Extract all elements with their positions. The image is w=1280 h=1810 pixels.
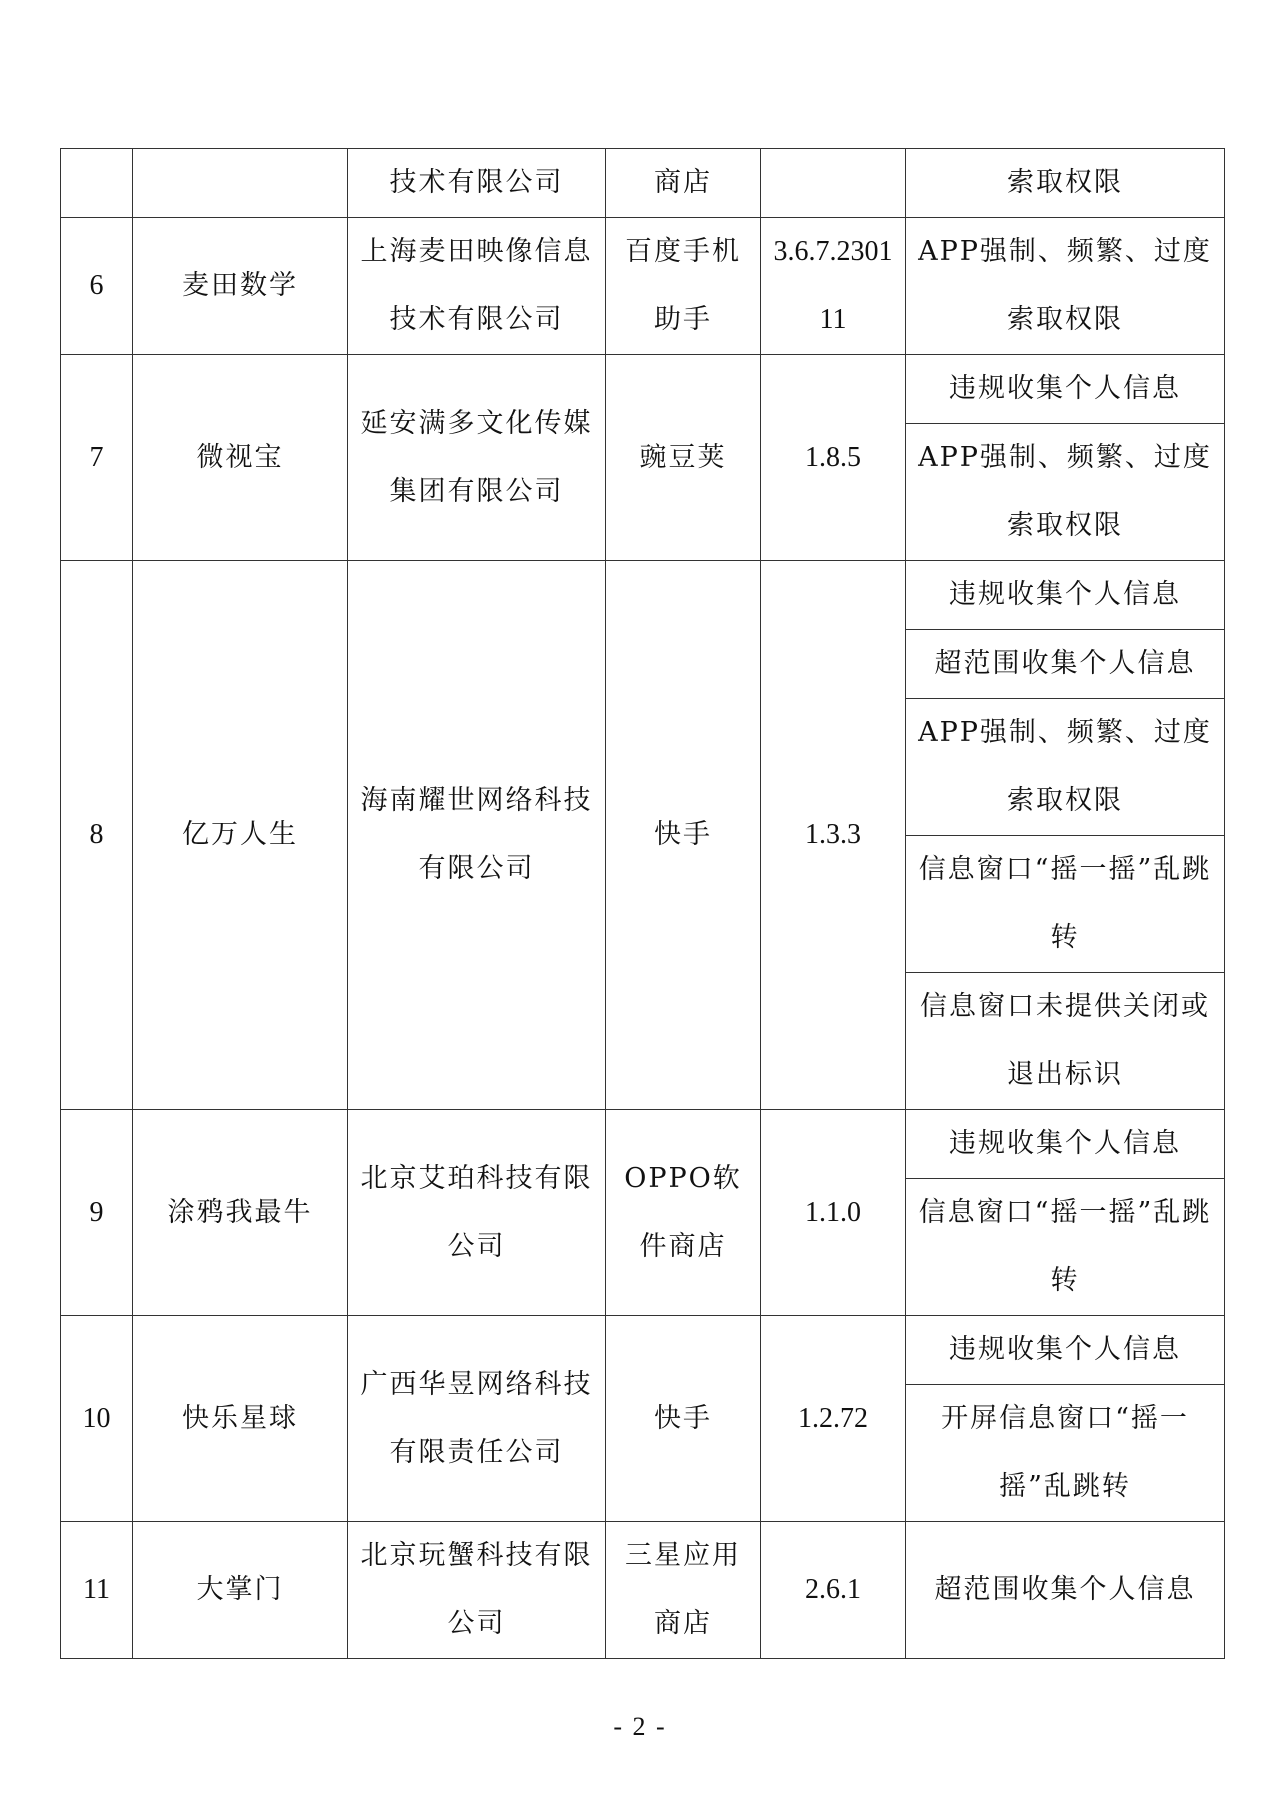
cell-store: 快手 — [606, 561, 761, 1110]
cell-company: 海南耀世网络科技有限公司 — [348, 561, 606, 1110]
cell-issue: 超范围收集个人信息 — [906, 630, 1225, 699]
cell-store: 商店 — [606, 149, 761, 218]
cell-issue: APP强制、频繁、过度索取权限 — [906, 699, 1225, 836]
cell-no: 7 — [61, 355, 133, 561]
cell-store: OPPO软件商店 — [606, 1110, 761, 1316]
cell-version: 1.8.5 — [761, 355, 906, 561]
cell-issue: 违规收集个人信息 — [906, 355, 1225, 424]
cell-no: 8 — [61, 561, 133, 1110]
cell-company: 广西华昱网络科技有限责任公司 — [348, 1316, 606, 1522]
cell-issue: 违规收集个人信息 — [906, 561, 1225, 630]
cell-store: 快手 — [606, 1316, 761, 1522]
cell-store: 豌豆荚 — [606, 355, 761, 561]
cell-company: 北京玩蟹科技有限公司 — [348, 1522, 606, 1659]
table-row — [61, 218, 1225, 355]
cell-version: 1.2.72 — [761, 1316, 906, 1522]
cell-issue: APP强制、频繁、过度索取权限 — [906, 218, 1225, 355]
cell-store: 百度手机助手 — [606, 218, 761, 355]
cell-issue: 信息窗口“摇一摇”乱跳转 — [906, 1179, 1225, 1316]
cell-no: 9 — [61, 1110, 133, 1316]
cell-issue: 索取权限 — [906, 149, 1225, 218]
cell-company: 技术有限公司 — [348, 149, 606, 218]
cell-issue: 超范围收集个人信息 — [906, 1522, 1225, 1659]
table-row — [61, 355, 1225, 424]
cell-issue: 违规收集个人信息 — [906, 1110, 1225, 1179]
cell-no: 6 — [61, 218, 133, 355]
cell-issue: 违规收集个人信息 — [906, 1316, 1225, 1385]
cell-app: 麦田数学 — [133, 218, 348, 355]
cell-app: 大掌门 — [133, 1522, 348, 1659]
cell-no — [61, 149, 133, 218]
cell-app: 快乐星球 — [133, 1316, 348, 1522]
cell-no: 11 — [61, 1522, 133, 1659]
cell-issue: 信息窗口“摇一摇”乱跳转 — [906, 836, 1225, 973]
cell-company: 延安满多文化传媒集团有限公司 — [348, 355, 606, 561]
cell-app — [133, 149, 348, 218]
cell-issue: APP强制、频繁、过度索取权限 — [906, 424, 1225, 561]
cell-version: 2.6.1 — [761, 1522, 906, 1659]
cell-issue: 开屏信息窗口“摇一摇”乱跳转 — [906, 1385, 1225, 1522]
page-number: - 2 - — [613, 1712, 667, 1741]
cell-app: 涂鸦我最牛 — [133, 1110, 348, 1316]
cell-app: 亿万人生 — [133, 561, 348, 1110]
cell-no: 10 — [61, 1316, 133, 1522]
table-row — [61, 1316, 1225, 1385]
cell-company: 北京艾珀科技有限公司 — [348, 1110, 606, 1316]
cell-version: 1.1.0 — [761, 1110, 906, 1316]
cell-store: 三星应用商店 — [606, 1522, 761, 1659]
cell-version: 3.6.7.230111 — [761, 218, 906, 355]
cell-version: 1.3.3 — [761, 561, 906, 1110]
table-row-continuation — [61, 149, 1225, 218]
table-row — [61, 1522, 1225, 1659]
table-row — [61, 561, 1225, 630]
cell-version — [761, 149, 906, 218]
cell-issue: 信息窗口未提供关闭或退出标识 — [906, 973, 1225, 1110]
cell-app: 微视宝 — [133, 355, 348, 561]
cell-company: 上海麦田映像信息技术有限公司 — [348, 218, 606, 355]
app-violation-table — [60, 148, 1225, 1659]
table-row — [61, 1110, 1225, 1179]
